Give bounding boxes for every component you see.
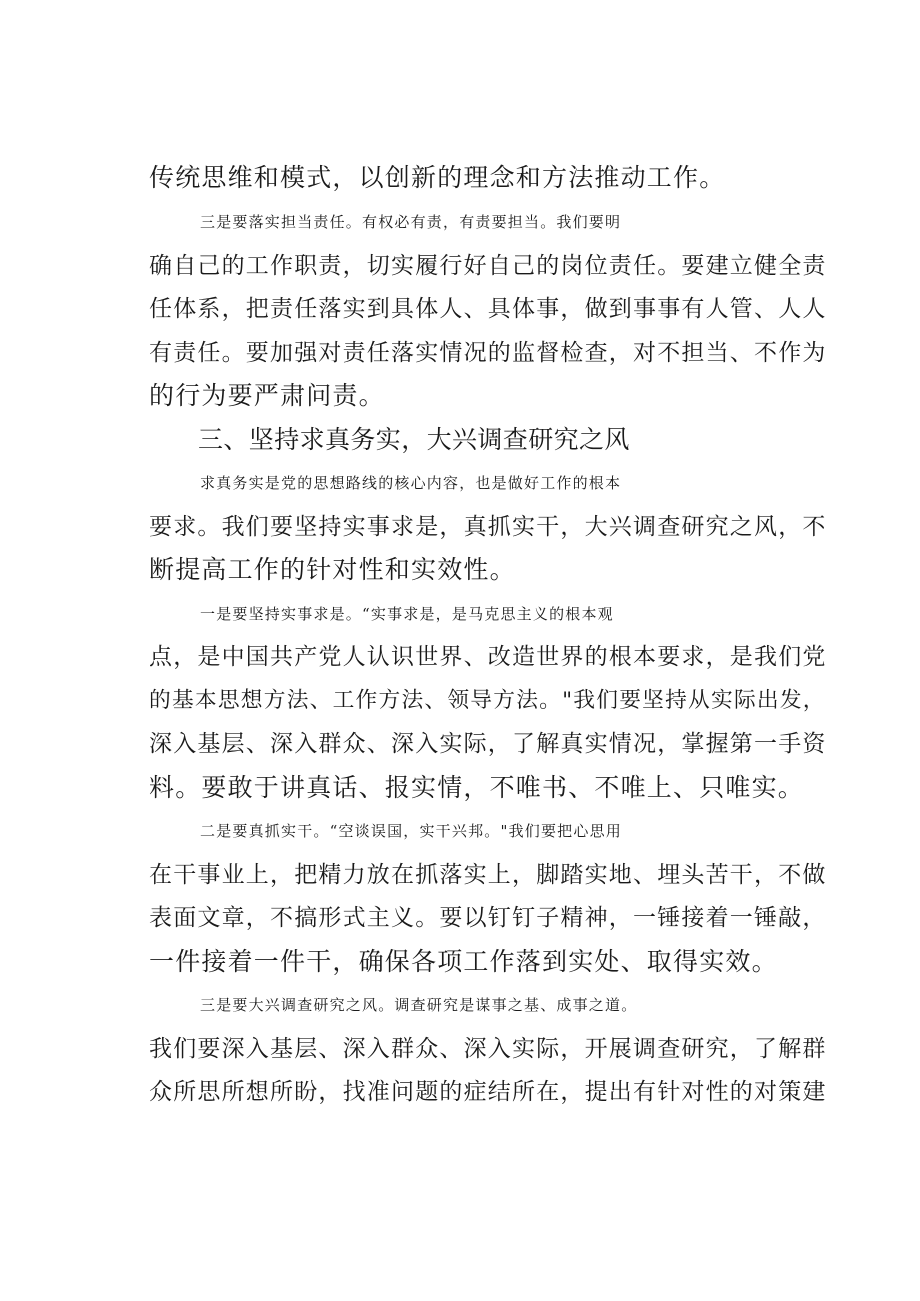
body-line: 点，是中国共产党人认识世界、改造世界的根本要求，是我们党: [149, 644, 827, 670]
paragraph-first-line: 三是要大兴调查研究之风。调查研究是谋事之基、成事之道。: [200, 996, 638, 1014]
body-line: 表面文章，不搞形式主义。要以钉钉子精神，一锤接着一锤敲，: [149, 905, 827, 931]
body-line: 要求。我们要坚持实事求是，真抓实干，大兴调查研究之风，不: [149, 514, 827, 540]
paragraph-first-line: 求真务实是党的思想路线的核心内容，也是做好工作的根本: [200, 474, 622, 492]
paragraph-first-line: 一是要坚持实事求是。“实事求是，是马克思主义的根本观: [200, 605, 614, 623]
body-line: 料。要敢于讲真话、报实情，不唯书、不唯上、只唯实。: [149, 773, 805, 802]
body-line: 有责任。要加强对责任落实情况的监督检查，对不担当、不作为: [149, 340, 827, 366]
body-line: 我们要深入基层、深入群众、深入实际，开展调查研究，了解群: [149, 1036, 827, 1062]
body-line: 的行为要严肃问责。: [149, 381, 385, 410]
body-line: 在干事业上，把精力放在抓落实上，脚踏实地、埋头苦干，不做: [149, 862, 827, 888]
body-line: 断提高工作的针对性和实效性。: [149, 555, 516, 584]
body-line: 任体系，把责任落实到具体人、具体事，做到事事有人管、人人: [149, 296, 827, 322]
body-line: 确自己的工作职责，切实履行好自己的岗位责任。要建立健全责: [149, 253, 827, 279]
body-line: 一件接着一件干，确保各项工作落到实处、取得实效。: [149, 947, 778, 976]
paragraph-first-line: 三是要落实担当责任。有权必有责，有责要担当。我们要明: [200, 213, 622, 231]
paragraph-first-line: 二是要真抓实干。“空谈误国，实干兴邦。"我们要把心思用: [200, 822, 622, 840]
body-line: 众所思所想所盼，找准问题的症结所在，提出有针对性的对策建: [149, 1079, 827, 1105]
body-line: 深入基层、深入群众、深入实际，了解真实情况，掌握第一手资: [149, 731, 827, 757]
body-line: 的基本思想方法、工作方法、领导方法。"我们要坚持从实际出发，: [149, 688, 826, 713]
section-heading: 三、坚持求真务实，大兴调查研究之风: [198, 425, 630, 454]
body-line: 传统思维和模式，以创新的理念和方法推动工作。: [149, 163, 726, 192]
